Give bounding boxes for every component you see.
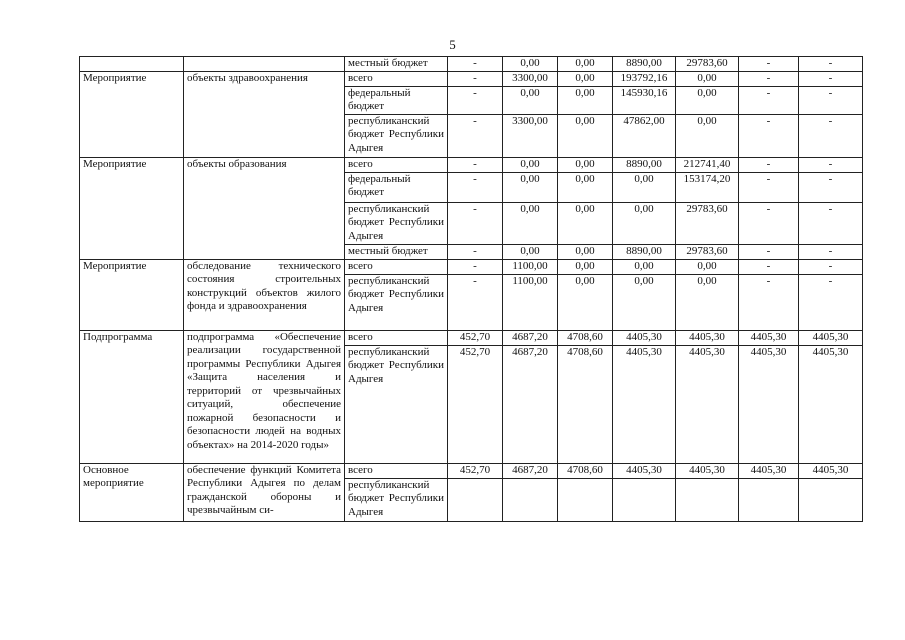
value-cell: - xyxy=(448,259,503,274)
funding-source-cell: республиканский бюджет Республики Адыгея xyxy=(345,114,448,157)
value-cell: 4405,30 xyxy=(613,330,676,345)
table-row xyxy=(80,57,863,72)
funding-source-cell: местный бюджет xyxy=(345,244,448,259)
value-cell: 4405,30 xyxy=(676,345,739,463)
name-cell: обследование технического состояния строительных конструкций объектов жилого фонда и здравоохранения xyxy=(184,259,345,330)
value-cell: 452,70 xyxy=(448,463,503,478)
value-cell: 0,00 xyxy=(503,86,558,114)
value-cell: 0,00 xyxy=(613,172,676,202)
value-cell: 4405,30 xyxy=(799,330,863,345)
value-cell: 0,00 xyxy=(676,274,739,330)
value-cell: 0,00 xyxy=(613,274,676,330)
value-cell: 0,00 xyxy=(558,259,613,274)
name-cell: обеспечение функций Комитета Республики Адыгея по делам гражданской обороны и чрезвычайным си- xyxy=(184,463,345,521)
value-cell: - xyxy=(448,274,503,330)
name-cell xyxy=(184,57,345,72)
value-cell xyxy=(799,478,863,521)
funding-source-cell: всего xyxy=(345,157,448,172)
value-cell: 8890,00 xyxy=(613,157,676,172)
value-cell: 0,00 xyxy=(558,157,613,172)
value-cell: 4687,20 xyxy=(503,463,558,478)
value-cell: - xyxy=(739,202,799,244)
value-cell: - xyxy=(739,71,799,86)
value-cell: - xyxy=(799,157,863,172)
value-cell: 0,00 xyxy=(558,274,613,330)
funding-source-cell: республиканский бюджет Республики Адыгея xyxy=(345,478,448,521)
value-cell: - xyxy=(739,157,799,172)
value-cell: - xyxy=(739,244,799,259)
value-cell: - xyxy=(739,57,799,72)
value-cell: 0,00 xyxy=(503,172,558,202)
value-cell: 1100,00 xyxy=(503,259,558,274)
value-cell: 0,00 xyxy=(558,202,613,244)
funding-source-cell: федеральный бюджет xyxy=(345,86,448,114)
name-cell: объекты образования xyxy=(184,157,345,259)
value-cell: 3300,00 xyxy=(503,114,558,157)
value-cell: 0,00 xyxy=(676,259,739,274)
funding-source-cell: республиканский бюджет Республики Адыгея xyxy=(345,274,448,330)
value-cell: - xyxy=(799,57,863,72)
funding-source-cell: республиканский бюджет Республики Адыгея xyxy=(345,345,448,463)
value-cell: 47862,00 xyxy=(613,114,676,157)
page-number: 5 xyxy=(449,37,456,52)
funding-source-cell: республиканский бюджет Республики Адыгея xyxy=(345,202,448,244)
value-cell: 29783,60 xyxy=(676,202,739,244)
value-cell: 212741,40 xyxy=(676,157,739,172)
value-cell: 4405,30 xyxy=(799,345,863,463)
value-cell: - xyxy=(799,71,863,86)
value-cell: 29783,60 xyxy=(676,57,739,72)
value-cell: 153174,20 xyxy=(676,172,739,202)
value-cell: 4405,30 xyxy=(739,345,799,463)
funding-source-cell: всего xyxy=(345,71,448,86)
value-cell: 4405,30 xyxy=(676,463,739,478)
value-cell: 0,00 xyxy=(676,114,739,157)
value-cell: - xyxy=(448,86,503,114)
funding-source-cell: всего xyxy=(345,463,448,478)
value-cell: 3300,00 xyxy=(503,71,558,86)
value-cell: - xyxy=(799,244,863,259)
table-body xyxy=(80,57,863,522)
value-cell: 0,00 xyxy=(613,259,676,274)
value-cell: - xyxy=(799,172,863,202)
value-cell: 4405,30 xyxy=(739,463,799,478)
value-cell: 193792,16 xyxy=(613,71,676,86)
value-cell: - xyxy=(799,259,863,274)
value-cell: 0,00 xyxy=(558,114,613,157)
value-cell: 1100,00 xyxy=(503,274,558,330)
value-cell: 0,00 xyxy=(613,202,676,244)
table-row xyxy=(80,330,863,345)
value-cell: 0,00 xyxy=(503,157,558,172)
budget-table xyxy=(79,56,863,522)
value-cell: - xyxy=(739,172,799,202)
value-cell: 452,70 xyxy=(448,345,503,463)
value-cell: 0,00 xyxy=(676,71,739,86)
value-cell: 4687,20 xyxy=(503,345,558,463)
value-cell: 8890,00 xyxy=(613,244,676,259)
funding-source-cell: всего xyxy=(345,330,448,345)
table-row xyxy=(80,463,863,478)
value-cell: 0,00 xyxy=(676,86,739,114)
value-cell: - xyxy=(448,157,503,172)
status-cell: Основное мероприятие xyxy=(80,463,184,521)
value-cell: 4405,30 xyxy=(613,345,676,463)
value-cell: 8890,00 xyxy=(613,57,676,72)
value-cell xyxy=(613,478,676,521)
value-cell: - xyxy=(739,86,799,114)
value-cell: 4405,30 xyxy=(739,330,799,345)
table-row xyxy=(80,157,863,172)
value-cell xyxy=(558,478,613,521)
value-cell: 4708,60 xyxy=(558,463,613,478)
value-cell xyxy=(448,478,503,521)
value-cell: - xyxy=(448,244,503,259)
status-cell: Мероприятие xyxy=(80,259,184,330)
value-cell: 4708,60 xyxy=(558,345,613,463)
value-cell: 29783,60 xyxy=(676,244,739,259)
status-cell: Мероприятие xyxy=(80,71,184,157)
value-cell: - xyxy=(448,57,503,72)
value-cell: - xyxy=(739,259,799,274)
name-cell: подпрограмма «Обеспечение реализации государственной программы Республики Адыгея «Защита населения и территорий от чрезвычайных ситуаций, обеспечение пожарной безопасности и безопасности людей на водных объектах» на 2014-2020 годы» xyxy=(184,330,345,463)
value-cell: 0,00 xyxy=(503,57,558,72)
value-cell: 0,00 xyxy=(558,172,613,202)
funding-source-cell: федеральный бюджет xyxy=(345,172,448,202)
funding-source-cell: местный бюджет xyxy=(345,57,448,72)
value-cell: - xyxy=(448,71,503,86)
value-cell: 0,00 xyxy=(558,86,613,114)
value-cell: - xyxy=(799,86,863,114)
table-row xyxy=(80,71,863,86)
value-cell: 0,00 xyxy=(558,71,613,86)
value-cell xyxy=(503,478,558,521)
value-cell: - xyxy=(799,274,863,330)
value-cell: 0,00 xyxy=(503,202,558,244)
value-cell: 4687,20 xyxy=(503,330,558,345)
value-cell: 4405,30 xyxy=(799,463,863,478)
value-cell xyxy=(739,478,799,521)
status-cell: Мероприятие xyxy=(80,157,184,259)
value-cell: - xyxy=(799,114,863,157)
value-cell: - xyxy=(448,114,503,157)
value-cell: 4708,60 xyxy=(558,330,613,345)
status-cell xyxy=(80,57,184,72)
value-cell: 0,00 xyxy=(558,244,613,259)
table-row xyxy=(80,259,863,274)
value-cell: - xyxy=(739,274,799,330)
value-cell: 4405,30 xyxy=(613,463,676,478)
value-cell xyxy=(676,478,739,521)
value-cell: 145930,16 xyxy=(613,86,676,114)
value-cell: 4405,30 xyxy=(676,330,739,345)
value-cell: 0,00 xyxy=(503,244,558,259)
name-cell: объекты здравоохранения xyxy=(184,71,345,157)
value-cell: - xyxy=(448,202,503,244)
value-cell: 452,70 xyxy=(448,330,503,345)
status-cell: Подпрограмма xyxy=(80,330,184,463)
value-cell: - xyxy=(448,172,503,202)
value-cell: - xyxy=(799,202,863,244)
value-cell: - xyxy=(739,114,799,157)
value-cell: 0,00 xyxy=(558,57,613,72)
funding-source-cell: всего xyxy=(345,259,448,274)
